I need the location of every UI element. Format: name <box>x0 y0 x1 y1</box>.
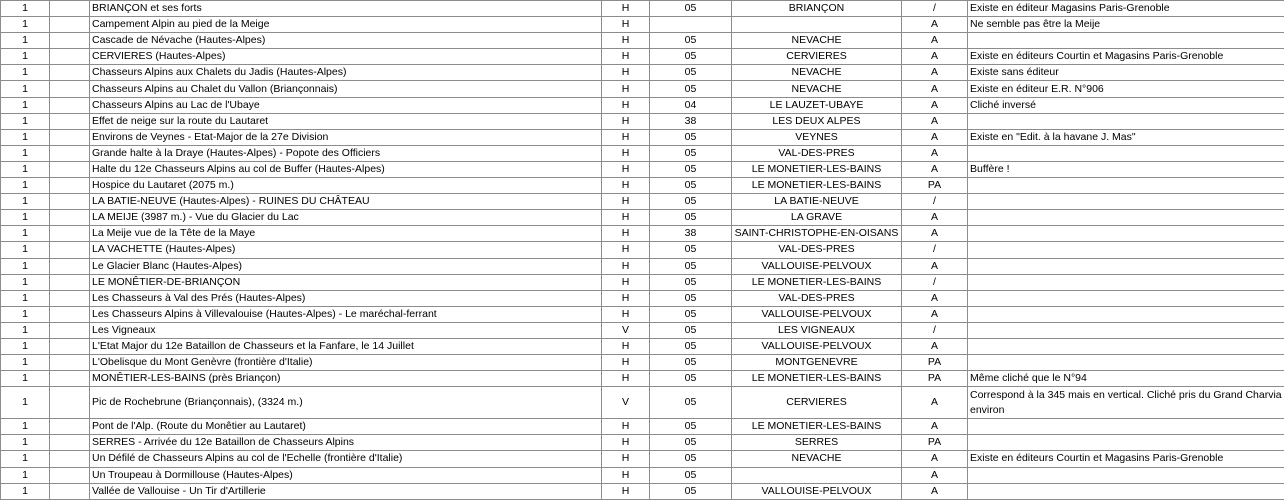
cell-orientation[interactable]: H <box>602 306 650 322</box>
cell-orientation[interactable]: H <box>602 33 650 49</box>
cell-status[interactable]: / <box>902 322 968 338</box>
cell-remark[interactable]: Cliché inversé <box>968 97 1284 113</box>
cell-department[interactable]: 05 <box>650 65 732 81</box>
cell-title[interactable]: SERRES - Arrivée du 12e Bataillon de Chasseurs Alpins <box>90 435 602 451</box>
cell-number[interactable]: 1 <box>1 194 50 210</box>
cell-status[interactable]: A <box>902 226 968 242</box>
cell-department[interactable] <box>650 17 732 33</box>
cell-remark[interactable] <box>968 210 1284 226</box>
table-body <box>1 1 1284 500</box>
cell-status[interactable]: PA <box>902 371 968 387</box>
cell-title[interactable]: LA BATIE-NEUVE (Hautes-Alpes) - RUINES DU CHÂTEAU <box>90 194 602 210</box>
cell-blank[interactable] <box>50 49 90 65</box>
cell-title[interactable]: Chasseurs Alpins au Lac de l'Ubaye <box>90 97 602 113</box>
cell-blank[interactable] <box>50 33 90 49</box>
cell-blank[interactable] <box>50 419 90 435</box>
cell-blank[interactable] <box>50 371 90 387</box>
cell-blank[interactable] <box>50 387 90 419</box>
cell-department[interactable]: 05 <box>650 178 732 194</box>
cell-orientation[interactable]: H <box>602 242 650 258</box>
cell-status[interactable]: A <box>902 290 968 306</box>
cell-commune[interactable]: LE MONETIER-LES-BAINS <box>732 178 902 194</box>
cell-commune[interactable]: VALLOUISE-PELVOUX <box>732 258 902 274</box>
table-row <box>1 290 1284 306</box>
cell-department[interactable]: 05 <box>650 194 732 210</box>
cell-blank[interactable] <box>50 1 90 17</box>
table-row <box>1 306 1284 322</box>
cell-commune[interactable]: CERVIERES <box>732 387 902 419</box>
cell-title[interactable]: La Meije vue de la Tête de la Maye <box>90 226 602 242</box>
cell-orientation[interactable]: H <box>602 81 650 97</box>
cell-commune[interactable]: LES DEUX ALPES <box>732 113 902 129</box>
cell-status[interactable]: A <box>902 387 968 419</box>
cell-orientation[interactable]: H <box>602 226 650 242</box>
cell-status[interactable]: / <box>902 194 968 210</box>
cell-number[interactable]: 1 <box>1 129 50 145</box>
cell-blank[interactable] <box>50 65 90 81</box>
cell-blank[interactable] <box>50 113 90 129</box>
cell-number[interactable]: 1 <box>1 338 50 354</box>
cell-number[interactable]: 1 <box>1 113 50 129</box>
cell-number[interactable]: 1 <box>1 290 50 306</box>
cell-commune[interactable]: VALLOUISE-PELVOUX <box>732 306 902 322</box>
cell-department[interactable]: 05 <box>650 451 732 467</box>
cell-orientation[interactable]: H <box>602 274 650 290</box>
cell-status[interactable]: A <box>902 419 968 435</box>
cell-commune[interactable]: LA BATIE-NEUVE <box>732 194 902 210</box>
cell-number[interactable]: 1 <box>1 17 50 33</box>
cell-remark[interactable]: Buffère ! <box>968 161 1284 177</box>
cell-department[interactable]: 05 <box>650 290 732 306</box>
cell-status[interactable]: A <box>902 467 968 483</box>
cell-department[interactable]: 05 <box>650 435 732 451</box>
cell-title[interactable]: Chasseurs Alpins au Chalet du Vallon (Briançonnais) <box>90 81 602 97</box>
cell-number[interactable]: 1 <box>1 274 50 290</box>
cell-department[interactable]: 05 <box>650 387 732 419</box>
cell-title[interactable]: Un Troupeau à Dormillouse (Hautes-Alpes) <box>90 467 602 483</box>
cell-department[interactable]: 05 <box>650 81 732 97</box>
cell-number[interactable]: 1 <box>1 435 50 451</box>
cell-status[interactable]: A <box>902 306 968 322</box>
cell-remark[interactable] <box>968 306 1284 322</box>
table-row <box>1 97 1284 113</box>
cell-commune[interactable]: LE MONETIER-LES-BAINS <box>732 161 902 177</box>
cell-status[interactable]: A <box>902 258 968 274</box>
cell-department[interactable]: 05 <box>650 145 732 161</box>
cell-title[interactable]: LA MEIJE (3987 m.) - Vue du Glacier du Lac <box>90 210 602 226</box>
cell-commune[interactable]: CERVIERES <box>732 49 902 65</box>
cell-remark[interactable] <box>968 226 1284 242</box>
cell-number[interactable]: 1 <box>1 451 50 467</box>
cell-number[interactable]: 1 <box>1 145 50 161</box>
cell-remark[interactable] <box>968 274 1284 290</box>
cell-title[interactable]: L'Obelisque du Mont Genèvre (frontière d'Italie) <box>90 355 602 371</box>
cell-number[interactable]: 1 <box>1 210 50 226</box>
cell-number[interactable]: 1 <box>1 81 50 97</box>
cell-remark[interactable] <box>968 322 1284 338</box>
cell-blank[interactable] <box>50 355 90 371</box>
cell-status[interactable]: A <box>902 65 968 81</box>
cell-orientation[interactable]: H <box>602 1 650 17</box>
cell-orientation[interactable]: H <box>602 145 650 161</box>
cell-status[interactable]: A <box>902 338 968 354</box>
cell-blank[interactable] <box>50 97 90 113</box>
cell-title[interactable]: Le Glacier Blanc (Hautes-Alpes) <box>90 258 602 274</box>
cell-title[interactable]: L'Etat Major du 12e Bataillon de Chasseurs et la Fanfare, le 14 Juillet <box>90 338 602 354</box>
cell-orientation[interactable]: H <box>602 129 650 145</box>
cell-commune[interactable]: LA GRAVE <box>732 210 902 226</box>
cell-orientation[interactable]: H <box>602 17 650 33</box>
cell-orientation[interactable]: H <box>602 338 650 354</box>
cell-number[interactable]: 1 <box>1 161 50 177</box>
cell-commune[interactable]: LE MONETIER-LES-BAINS <box>732 371 902 387</box>
cell-department[interactable]: 05 <box>650 129 732 145</box>
cell-blank[interactable] <box>50 274 90 290</box>
cell-status[interactable]: A <box>902 97 968 113</box>
cell-status[interactable]: PA <box>902 435 968 451</box>
cell-department[interactable]: 05 <box>650 258 732 274</box>
cell-title[interactable]: Hospice du Lautaret (2075 m.) <box>90 178 602 194</box>
cell-commune[interactable] <box>732 467 902 483</box>
cell-commune[interactable]: VAL-DES-PRES <box>732 145 902 161</box>
cell-number[interactable]: 1 <box>1 306 50 322</box>
cell-remark[interactable] <box>968 178 1284 194</box>
table-row <box>1 113 1284 129</box>
cell-blank[interactable] <box>50 322 90 338</box>
cell-commune[interactable]: NEVACHE <box>732 451 902 467</box>
cell-remark[interactable] <box>968 258 1284 274</box>
cell-title[interactable]: Effet de neige sur la route du Lautaret <box>90 113 602 129</box>
cell-commune[interactable]: VAL-DES-PRES <box>732 290 902 306</box>
cell-status[interactable]: A <box>902 145 968 161</box>
table-row <box>1 387 1284 419</box>
cell-remark[interactable] <box>968 435 1284 451</box>
cell-title[interactable]: Les Chasseurs Alpins à Villevalouise (Hautes-Alpes) - Le maréchal-ferrant <box>90 306 602 322</box>
cell-commune[interactable] <box>732 17 902 33</box>
cell-remark[interactable] <box>968 419 1284 435</box>
table-row <box>1 81 1284 97</box>
cell-number[interactable]: 1 <box>1 371 50 387</box>
cell-department[interactable]: 05 <box>650 467 732 483</box>
cell-department[interactable]: 05 <box>650 483 732 499</box>
cell-title[interactable]: Un Défilé de Chasseurs Alpins au col de l'Echelle (frontière d'Italie) <box>90 451 602 467</box>
cell-title[interactable]: MONÊTIER-LES-BAINS (près Briançon) <box>90 371 602 387</box>
cell-department[interactable]: 05 <box>650 242 732 258</box>
cell-blank[interactable] <box>50 129 90 145</box>
cell-blank[interactable] <box>50 81 90 97</box>
cell-department[interactable]: 38 <box>650 226 732 242</box>
cell-remark[interactable]: Existe sans éditeur <box>968 65 1284 81</box>
cell-status[interactable]: / <box>902 274 968 290</box>
cell-blank[interactable] <box>50 290 90 306</box>
table-row <box>1 210 1284 226</box>
cell-remark[interactable]: Existe en éditeur E.R. N°906 <box>968 81 1284 97</box>
cell-number[interactable]: 1 <box>1 178 50 194</box>
cell-commune[interactable]: LE MONETIER-LES-BAINS <box>732 274 902 290</box>
cell-remark[interactable]: Correspond à la 345 mais en vertical. Cliché pris du Grand Charvia environ <box>968 387 1284 419</box>
cell-remark[interactable] <box>968 483 1284 499</box>
table-row <box>1 371 1284 387</box>
cell-orientation[interactable]: H <box>602 258 650 274</box>
cell-commune[interactable]: SAINT-CHRISTOPHE-EN-OISANS <box>732 226 902 242</box>
cell-orientation[interactable]: V <box>602 387 650 419</box>
table-row <box>1 483 1284 499</box>
cell-department[interactable]: 05 <box>650 161 732 177</box>
cell-status[interactable]: PA <box>902 355 968 371</box>
cell-blank[interactable] <box>50 435 90 451</box>
table-row <box>1 467 1284 483</box>
cell-blank[interactable] <box>50 17 90 33</box>
cell-status[interactable]: / <box>902 1 968 17</box>
cell-orientation[interactable]: H <box>602 290 650 306</box>
cell-department[interactable]: 05 <box>650 355 732 371</box>
cell-blank[interactable] <box>50 306 90 322</box>
cell-title[interactable]: BRIANÇON et ses forts <box>90 1 602 17</box>
cell-commune[interactable]: NEVACHE <box>732 81 902 97</box>
cell-number[interactable]: 1 <box>1 483 50 499</box>
cell-remark[interactable]: Existe en éditeur Magasins Paris-Grenoble <box>968 1 1284 17</box>
cell-status[interactable]: A <box>902 113 968 129</box>
table-row <box>1 178 1284 194</box>
cell-commune[interactable]: NEVACHE <box>732 33 902 49</box>
cell-orientation[interactable]: H <box>602 467 650 483</box>
cell-commune[interactable]: SERRES <box>732 435 902 451</box>
cell-title[interactable]: Grande halte à la Draye (Hautes-Alpes) - Popote des Officiers <box>90 145 602 161</box>
cell-remark[interactable]: Ne semble pas être la Meije <box>968 17 1284 33</box>
cell-orientation[interactable]: H <box>602 178 650 194</box>
table-row <box>1 451 1284 467</box>
cell-number[interactable]: 1 <box>1 467 50 483</box>
cell-commune[interactable]: LES VIGNEAUX <box>732 322 902 338</box>
table-row <box>1 161 1284 177</box>
cell-remark[interactable] <box>968 145 1284 161</box>
cell-title[interactable]: Environs de Veynes - Etat-Major de la 27e Division <box>90 129 602 145</box>
cell-status[interactable]: A <box>902 129 968 145</box>
cell-title[interactable]: LA VACHETTE (Hautes-Alpes) <box>90 242 602 258</box>
cell-status[interactable]: PA <box>902 178 968 194</box>
cell-title[interactable]: Cascade de Névache (Hautes-Alpes) <box>90 33 602 49</box>
cell-title[interactable]: LE MONÊTIER-DE-BRIANÇON <box>90 274 602 290</box>
cell-department[interactable]: 05 <box>650 33 732 49</box>
table-row <box>1 1 1284 17</box>
cell-number[interactable]: 1 <box>1 387 50 419</box>
table-row <box>1 435 1284 451</box>
table-row <box>1 355 1284 371</box>
cell-department[interactable]: 05 <box>650 419 732 435</box>
cell-remark[interactable]: Existe en éditeurs Courtin et Magasins Paris-Grenoble <box>968 451 1284 467</box>
cell-commune[interactable]: BRIANÇON <box>732 1 902 17</box>
table-row <box>1 129 1284 145</box>
cell-orientation[interactable]: H <box>602 371 650 387</box>
cell-orientation[interactable]: H <box>602 451 650 467</box>
cell-number[interactable]: 1 <box>1 226 50 242</box>
table-row <box>1 226 1284 242</box>
table-row <box>1 338 1284 354</box>
cell-orientation[interactable]: H <box>602 97 650 113</box>
cell-remark[interactable] <box>968 355 1284 371</box>
cell-number[interactable]: 1 <box>1 322 50 338</box>
cell-department[interactable]: 05 <box>650 1 732 17</box>
cell-blank[interactable] <box>50 467 90 483</box>
cell-status[interactable]: A <box>902 33 968 49</box>
cell-commune[interactable]: VALLOUISE-PELVOUX <box>732 483 902 499</box>
cell-department[interactable]: 05 <box>650 371 732 387</box>
table-row <box>1 33 1284 49</box>
cell-remark[interactable]: Existe en éditeurs Courtin et Magasins Paris-Grenoble <box>968 49 1284 65</box>
cell-blank[interactable] <box>50 258 90 274</box>
cell-remark[interactable] <box>968 290 1284 306</box>
cell-orientation[interactable]: H <box>602 210 650 226</box>
cell-status[interactable]: A <box>902 81 968 97</box>
cell-department[interactable]: 38 <box>650 113 732 129</box>
cell-commune[interactable]: VAL-DES-PRES <box>732 242 902 258</box>
cell-department[interactable]: 05 <box>650 49 732 65</box>
cell-commune[interactable]: NEVACHE <box>732 65 902 81</box>
table-row <box>1 322 1284 338</box>
cell-orientation[interactable]: H <box>602 435 650 451</box>
cell-remark[interactable] <box>968 467 1284 483</box>
cell-title[interactable]: Vallée de Vallouise - Un Tir d'Artillerie <box>90 483 602 499</box>
cell-status[interactable]: A <box>902 210 968 226</box>
cell-number[interactable]: 1 <box>1 355 50 371</box>
cell-department[interactable]: 05 <box>650 338 732 354</box>
cell-remark[interactable] <box>968 33 1284 49</box>
cell-commune[interactable]: LE LAUZET-UBAYE <box>732 97 902 113</box>
cell-title[interactable]: Chasseurs Alpins aux Chalets du Jadis (Hautes-Alpes) <box>90 65 602 81</box>
table-row <box>1 258 1284 274</box>
cell-number[interactable]: 1 <box>1 242 50 258</box>
cell-blank[interactable] <box>50 226 90 242</box>
cell-commune[interactable]: MONTGENEVRE <box>732 355 902 371</box>
cell-orientation[interactable]: H <box>602 355 650 371</box>
cell-remark[interactable] <box>968 338 1284 354</box>
cell-department[interactable]: 05 <box>650 274 732 290</box>
cell-title[interactable]: Les Vigneaux <box>90 322 602 338</box>
cell-commune[interactable]: VEYNES <box>732 129 902 145</box>
table-row <box>1 419 1284 435</box>
cell-commune[interactable]: LE MONETIER-LES-BAINS <box>732 419 902 435</box>
cell-department[interactable]: 05 <box>650 322 732 338</box>
cell-blank[interactable] <box>50 338 90 354</box>
cell-blank[interactable] <box>50 451 90 467</box>
cell-title[interactable]: Campement Alpin au pied de la Meige <box>90 17 602 33</box>
cell-remark[interactable] <box>968 113 1284 129</box>
cell-title[interactable]: Les Chasseurs à Val des Prés (Hautes-Alpes) <box>90 290 602 306</box>
cell-number[interactable]: 1 <box>1 49 50 65</box>
cell-blank[interactable] <box>50 161 90 177</box>
cell-orientation[interactable]: H <box>602 483 650 499</box>
cell-orientation[interactable]: H <box>602 194 650 210</box>
cell-number[interactable]: 1 <box>1 97 50 113</box>
table-row <box>1 274 1284 290</box>
cell-department[interactable]: 05 <box>650 210 732 226</box>
cell-blank[interactable] <box>50 242 90 258</box>
cell-blank[interactable] <box>50 145 90 161</box>
cell-orientation[interactable]: H <box>602 161 650 177</box>
cell-blank[interactable] <box>50 194 90 210</box>
cell-orientation[interactable]: H <box>602 113 650 129</box>
cell-status[interactable]: A <box>902 161 968 177</box>
cell-remark[interactable] <box>968 194 1284 210</box>
table-row <box>1 49 1284 65</box>
cell-blank[interactable] <box>50 178 90 194</box>
cell-orientation[interactable]: V <box>602 322 650 338</box>
cell-number[interactable]: 1 <box>1 258 50 274</box>
cell-title[interactable]: Pic de Rochebrune (Briançonnais), (3324 m.) <box>90 387 602 419</box>
cell-number[interactable]: 1 <box>1 65 50 81</box>
cell-status[interactable]: A <box>902 483 968 499</box>
table-row <box>1 17 1284 33</box>
cell-remark[interactable]: Existe en "Edit. à la havane J. Mas" <box>968 129 1284 145</box>
cell-number[interactable]: 1 <box>1 1 50 17</box>
cell-department[interactable]: 05 <box>650 306 732 322</box>
cell-orientation[interactable]: H <box>602 65 650 81</box>
table-row <box>1 65 1284 81</box>
cell-orientation[interactable]: H <box>602 419 650 435</box>
table-row <box>1 242 1284 258</box>
cell-blank[interactable] <box>50 483 90 499</box>
cell-status[interactable]: A <box>902 451 968 467</box>
cell-title[interactable]: Halte du 12e Chasseurs Alpins au col de Buffer (Hautes-Alpes) <box>90 161 602 177</box>
cell-remark[interactable] <box>968 242 1284 258</box>
cell-status[interactable]: A <box>902 17 968 33</box>
cell-status[interactable]: A <box>902 49 968 65</box>
cell-title[interactable]: CERVIERES (Hautes-Alpes) <box>90 49 602 65</box>
cell-status[interactable]: / <box>902 242 968 258</box>
table-row <box>1 194 1284 210</box>
cell-number[interactable]: 1 <box>1 33 50 49</box>
cell-blank[interactable] <box>50 210 90 226</box>
cell-remark[interactable]: Même cliché que le N°94 <box>968 371 1284 387</box>
cell-orientation[interactable]: H <box>602 49 650 65</box>
cell-department[interactable]: 04 <box>650 97 732 113</box>
table-row <box>1 145 1284 161</box>
cell-title[interactable]: Pont de l'Alp. (Route du Monêtier au Lautaret) <box>90 419 602 435</box>
cell-number[interactable]: 1 <box>1 419 50 435</box>
cell-commune[interactable]: VALLOUISE-PELVOUX <box>732 338 902 354</box>
